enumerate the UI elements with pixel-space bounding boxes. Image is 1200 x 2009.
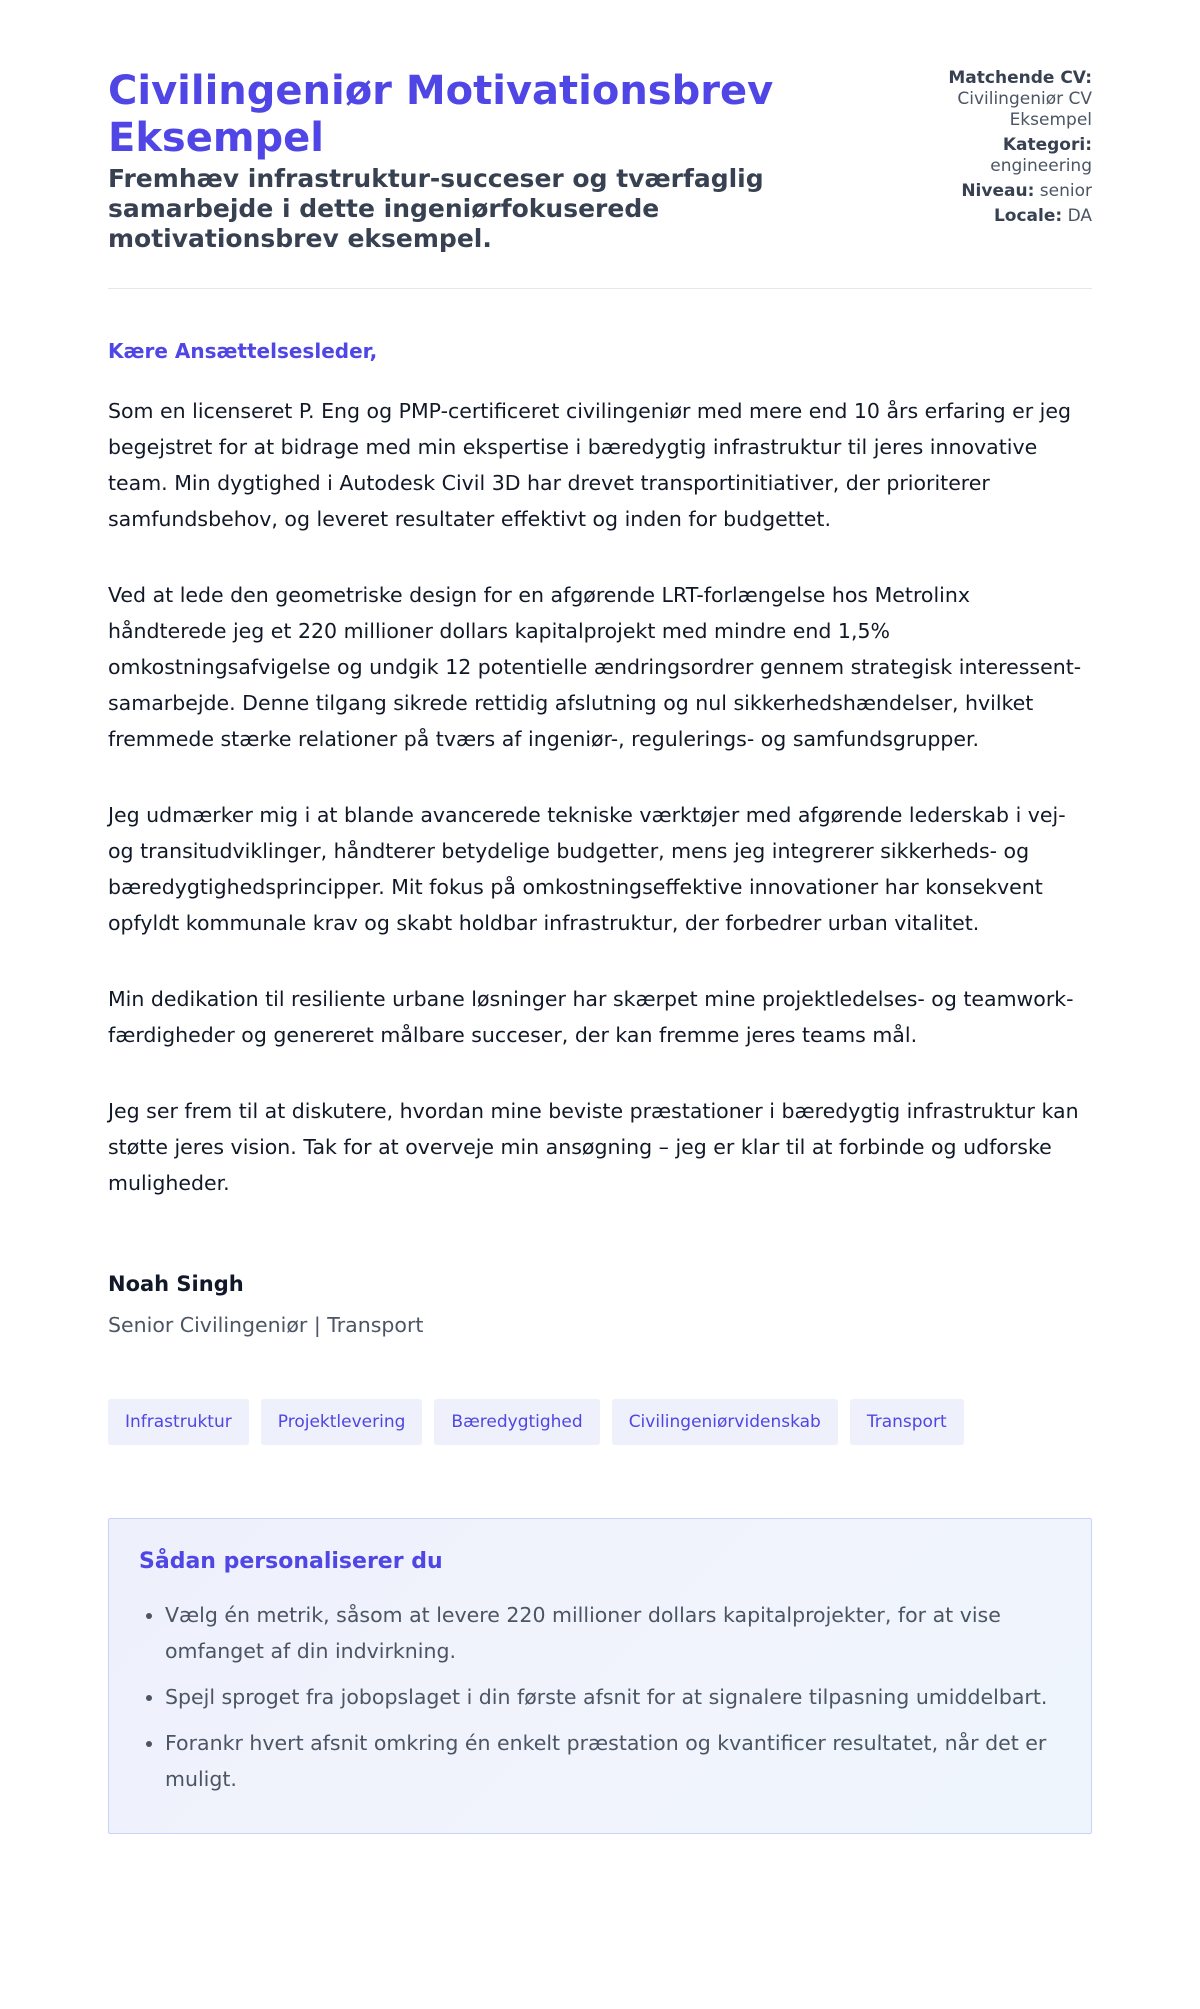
tips-list <box>139 1597 1061 1797</box>
meta-category-value: engineering <box>990 156 1092 176</box>
tag[interactable]: Projektlevering <box>261 1399 423 1445</box>
tip-item: • Vælg én metrik, såsom at levere 220 millioner dollars kapitalprojekter, for at vise omfanget af din indvirkning. <box>165 1597 1061 1669</box>
meta-level <box>872 181 1092 202</box>
signature-name: Noah Singh <box>108 1272 244 1296</box>
tag[interactable]: Transport <box>850 1399 964 1445</box>
letter-paragraph: Min dedikation til resiliente urbane løsninger har skærpet mine projektledelses- og teamwork-færdigheder og genereret målbare succeser, der kan fremme jeres teams mål. <box>108 987 1074 1047</box>
tips-title: Sådan personaliserer du <box>139 1549 443 1574</box>
tip-item: • Spejl sproget fra jobopslaget i din første afsnit for at signalere tilpasning umiddelbart. <box>165 1679 1061 1715</box>
meta-level-label: Niveau: <box>961 181 1035 201</box>
tip-item: • Forankr hvert afsnit omkring én enkelt præstation og kvantificer resultatet, når det er muligt. <box>165 1725 1061 1797</box>
meta-panel <box>872 68 1092 231</box>
page-title: Civilingeniør Motivationsbrev Eksempel <box>108 68 774 161</box>
meta-level-value: senior <box>1039 181 1092 201</box>
salutation: Kære Ansættelsesleder, <box>108 339 378 363</box>
meta-locale <box>872 206 1092 227</box>
tag[interactable]: Infrastruktur <box>108 1399 249 1445</box>
letter-paragraph: Som en licenseret P. Eng og PMP-certificeret civilingeniør med mere end 10 års erfaring er jeg begejstret for at bidrage med min ekspertise i bæredygtig infrastruktur til jeres innovative team. Min dygtighed i Autodesk Civil 3D har drevet transportinitiativer, der prioriterer samfundsbehov, og leveret resultater effektivt og inden for budgettet. <box>108 399 1071 531</box>
meta-matching-cv-label: Matchende CV: <box>948 68 1092 88</box>
meta-category-label: Kategori: <box>1002 135 1092 155</box>
tag[interactable]: Civilingeniørvidenskab <box>612 1399 838 1445</box>
header-left <box>108 68 828 254</box>
meta-locale-value: DA <box>1067 206 1092 226</box>
letter-paragraph: Jeg udmærker mig i at blande avancerede tekniske værktøjer med afgørende lederskab i vej- og transitudviklinger, håndterer betydelige budgetter, mens jeg integrerer sikkerheds- og bæredygtighedsprincipper. Mit fokus på omkostningseffektive innovationer har konsekvent opfyldt kommunale krav og skabt holdbar infrastruktur, der forbedrer urban vitalitet. <box>108 803 1066 935</box>
letter-paragraph: Ved at lede den geometriske design for en afgørende LRT-forlængelse hos Metrolinx håndterede jeg et 220 millioner dollars kapitalprojekt med mindre end 1,5% omkostningsafvigelse og undgik 12 potentielle ændringsordrer gennem strategisk interessent-samarbejde. Denne tilgang sikrede rettidig afslutning og nul sikkerhedshændelser, hvilket fremmede stærke relationer på tværs af ingeniør-, regulerings- og samfundsgrupper. <box>108 583 1082 751</box>
letter-body <box>108 337 1092 1201</box>
page-subtitle: Fremhæv infrastruktur-succeser og tværfaglig samarbejde i dette ingeniørfokuserede motivationsbrev eksempel. <box>108 164 764 253</box>
signature-title: Senior Civilingeniør | Transport <box>108 1313 424 1337</box>
tips-box <box>108 1518 1092 1834</box>
header <box>108 68 1092 289</box>
meta-category <box>872 135 1092 177</box>
meta-matching-cv-value: Civilingeniør CV Eksempel <box>957 89 1092 130</box>
signature <box>108 1269 1092 1339</box>
letter-paragraph: Jeg ser frem til at diskutere, hvordan mine beviste præstationer i bæredygtig infrastruktur kan støtte jeres vision. Tak for at overveje min ansøgning – jeg er klar til at forbinde og udforske muligheder. <box>108 1099 1079 1195</box>
tag[interactable]: Bæredygtighed <box>434 1399 599 1445</box>
meta-matching-cv <box>872 68 1092 131</box>
meta-locale-label: Locale: <box>993 206 1063 226</box>
tag-list <box>108 1399 1092 1445</box>
